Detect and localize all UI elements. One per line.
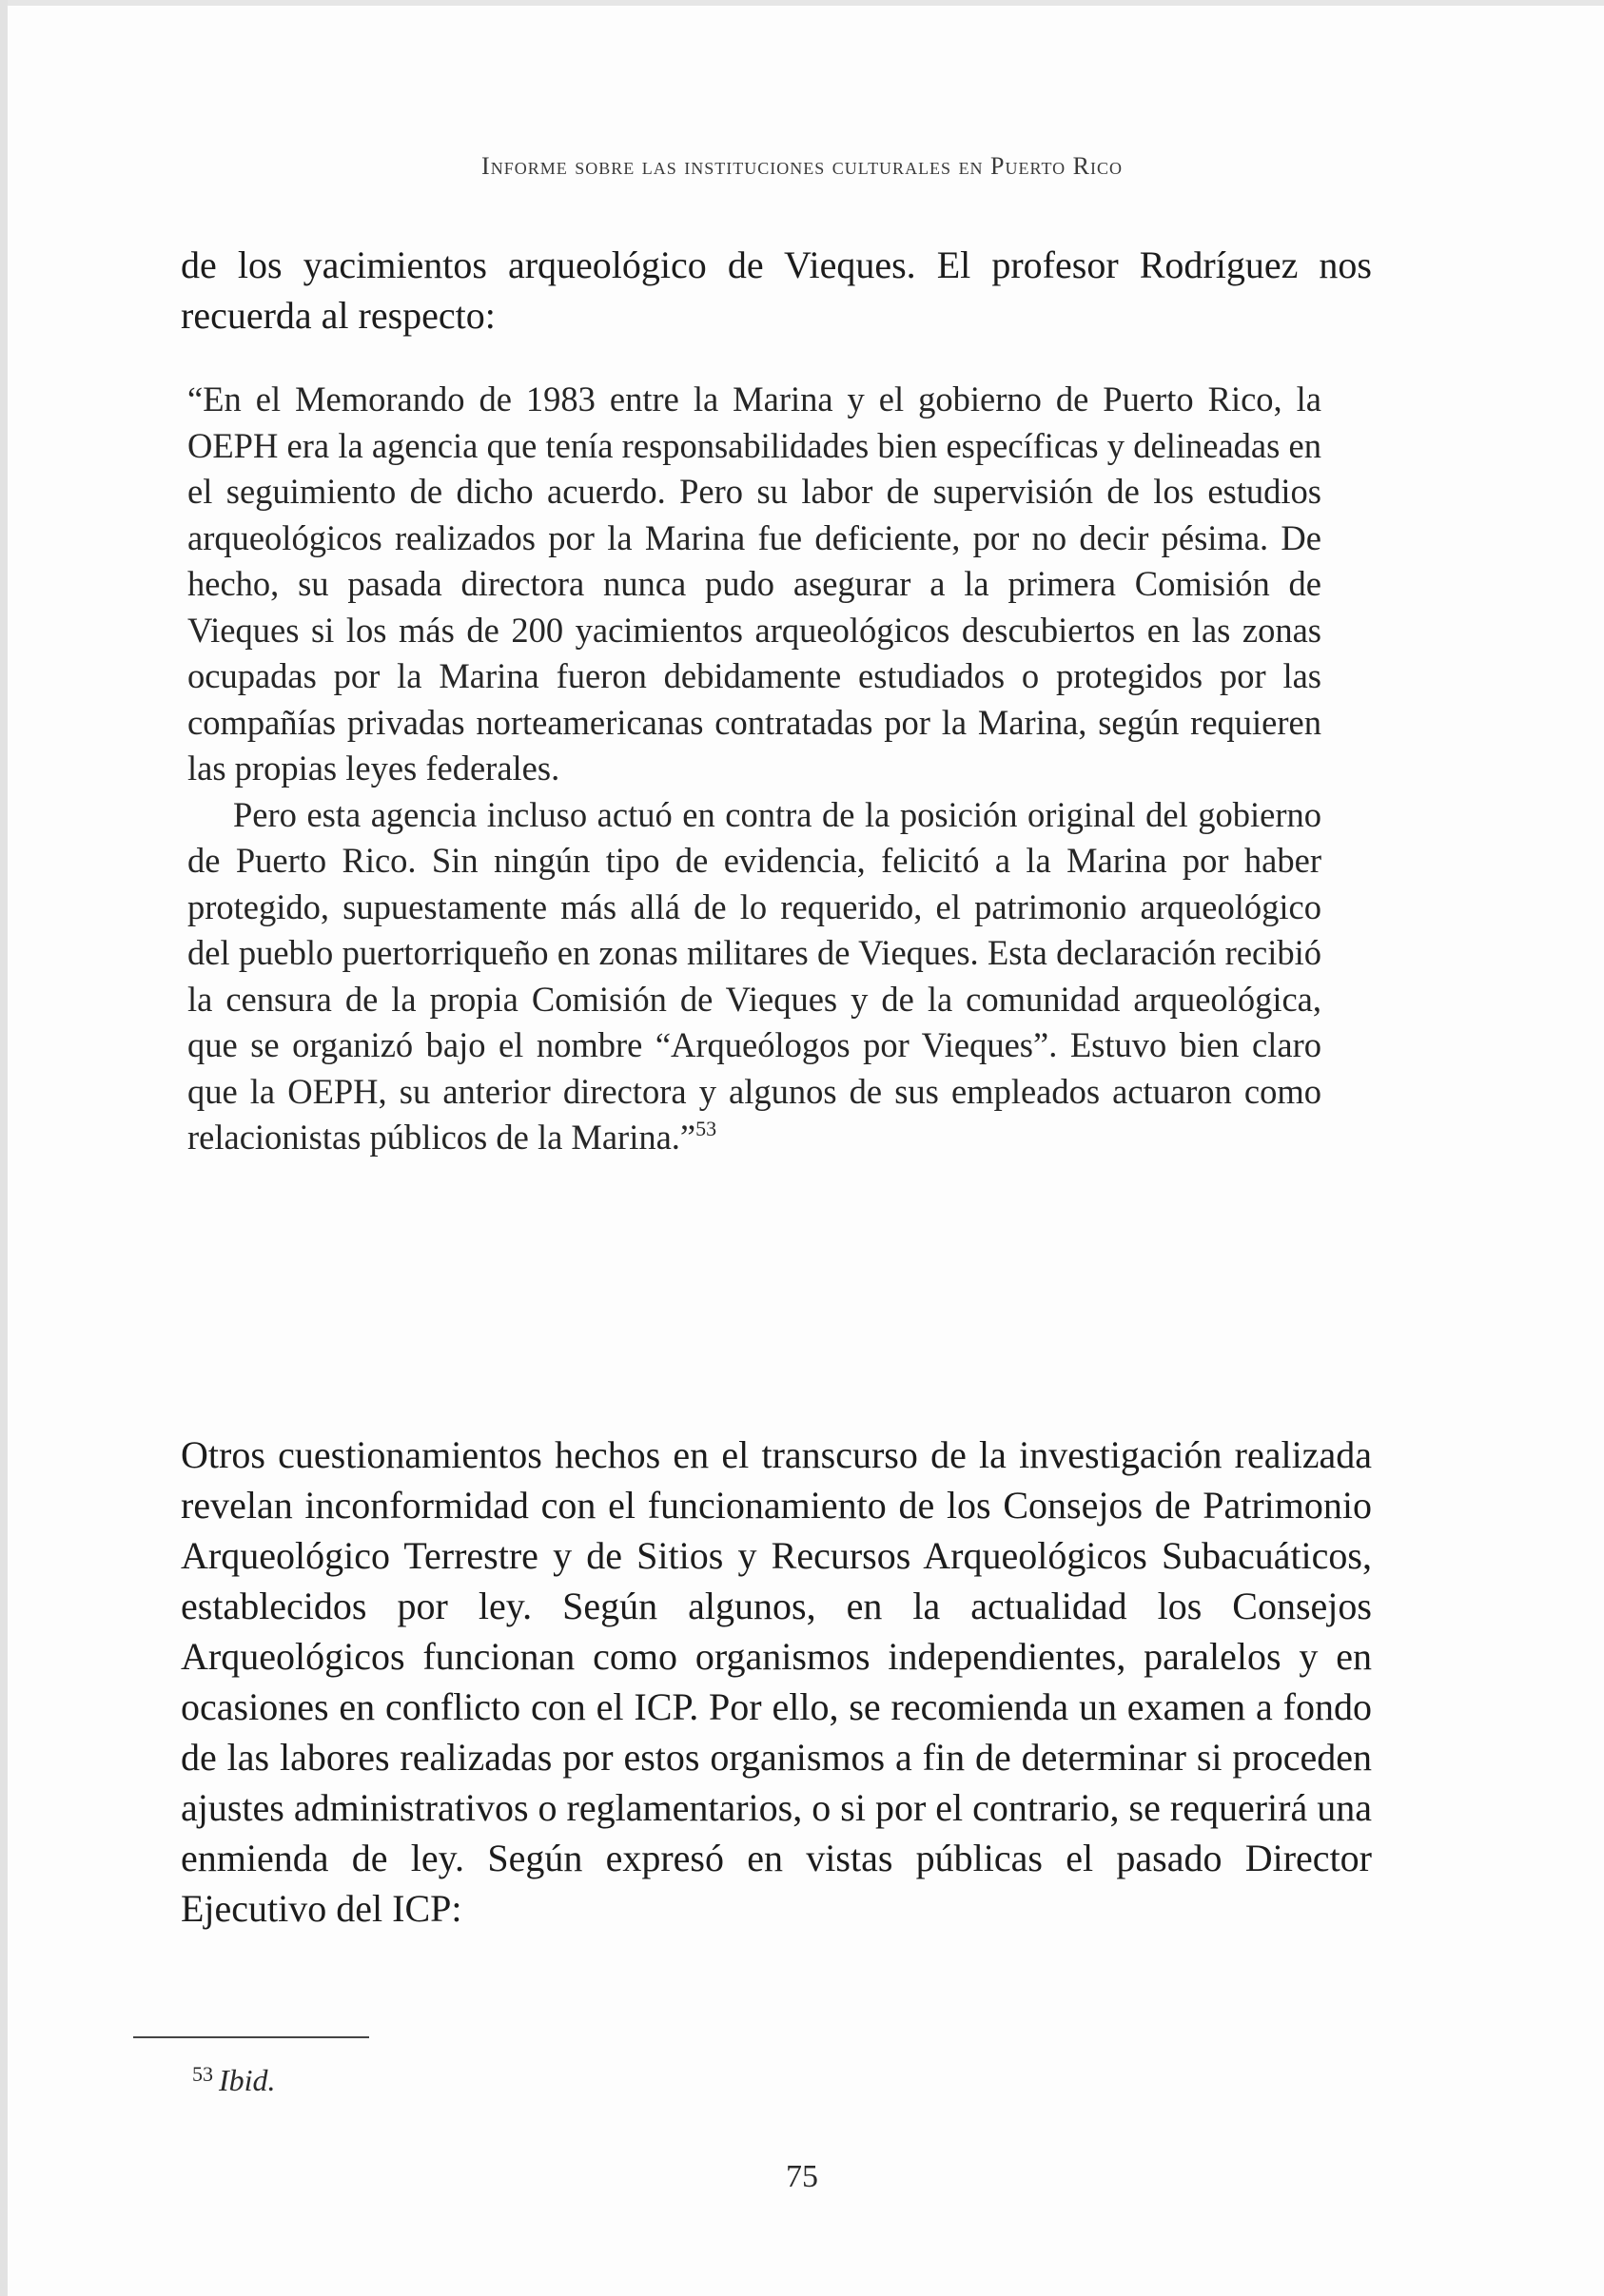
quote-paragraph-2: [187, 792, 1321, 1161]
footnote: [192, 2062, 276, 2098]
intro-paragraph: [181, 240, 1372, 341]
main-paragraph: [181, 1430, 1372, 1934]
footnote-divider: [133, 2036, 369, 2038]
page-edge-left: [0, 0, 8, 2296]
block-quote: [187, 377, 1321, 1161]
page-number: 75: [786, 2159, 818, 2194]
footnote-text: Ibid.: [219, 2063, 276, 2097]
page-edge-top: [0, 0, 1604, 6]
intro-paragraph-text: de los yacimientos arqueológico de Vieques. El profesor Rodríguez nos recuerda al respecto:: [181, 243, 1372, 337]
footnote-number: 53: [192, 2062, 213, 2086]
running-header: Informe sobre las instituciones culturales en Puerto Rico: [481, 152, 1123, 180]
main-paragraph-text: Otros cuestionamientos hechos en el transcurso de la investigación realizada revelan inconformidad con el funcionamiento de los Consejos de Patrimonio Arqueológico Terrestre y de Sitios y Recursos Arqueológicos Subacuáticos, establecidos por ley. Según algunos, en la actualidad los Consejos Arqueológicos funcionan como organismos independientes, paralelos y en ocasiones en conflicto con el ICP. Por ello, se recomienda un examen a fondo de las labores realizadas por estos organismos a fin de determinar si proceden ajustes administrativos o reglamentarios, o si por el contrario, se requerirá una enmienda de ley. Según expresó en vistas públicas el pasado Director Ejecutivo del ICP:: [181, 1433, 1372, 1930]
footnote-reference[interactable]: 53: [695, 1117, 717, 1140]
quote-paragraph-1: “En el Memorando de 1983 entre la Marina y el gobierno de Puerto Rico, la OEPH era la agencia que tenía responsabilidades bien específicas y delineadas en el seguimiento de dicho acuerdo. Pero su labor de supervisión de los estudios arqueológicos realizados por la Marina fue deficiente, por no decir pésima. De hecho, su pasada directora nunca pudo asegurar a la primera Comisión de Vieques si los más de 200 yacimientos arqueológicos descubiertos en las zonas ocupadas por la Marina fueron debidamente estudiados o protegidos por las compañías privadas norteamericanas contratadas por la Marina, según requieren las propias leyes federales.: [187, 379, 1321, 788]
quote-paragraph-2-text: Pero esta agencia incluso actuó en contra de la posición original del gobierno de Puerto Rico. Sin ningún tipo de evidencia, felicitó a la Marina por haber protegido, supuestamente más allá de lo requerido, el patrimonio arqueológico del pueblo puertorriqueño en zonas militares de Vieques. Esta declaración recibió la censura de la propia Comisión de Vieques y de la comunidad arqueológica, que se organizó bajo el nombre “Arqueólogos por Vieques”. Estuvo bien claro que la OEPH, su anterior directora y algunos de sus empleados actuaron como relacionistas públicos de la Marina.”: [187, 794, 1321, 1157]
